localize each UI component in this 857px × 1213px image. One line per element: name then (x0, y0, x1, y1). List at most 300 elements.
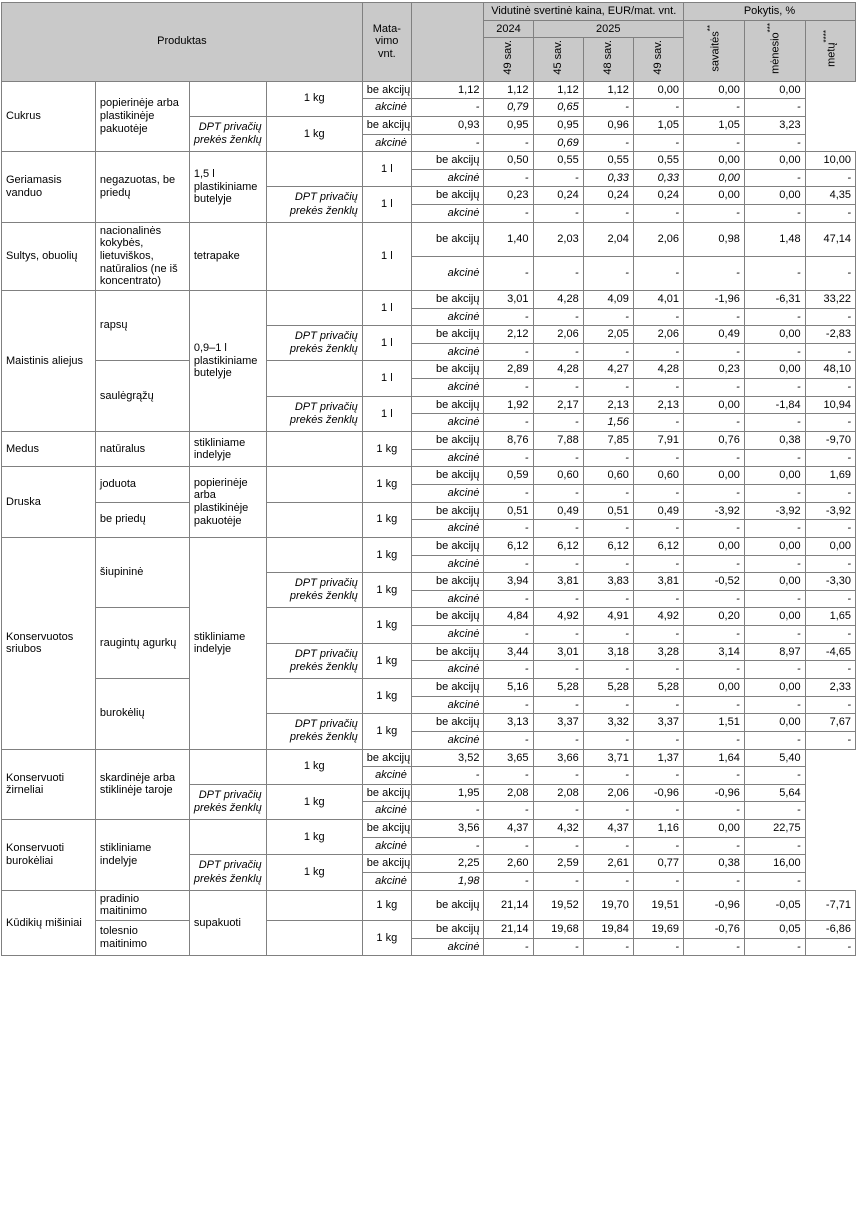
price-value: - (484, 256, 533, 290)
price-type-sale: akcinė (362, 802, 411, 820)
price-type-regular: be akcijų (362, 81, 411, 99)
price-type-sale: akcinė (411, 379, 484, 397)
change-value: - (633, 134, 683, 152)
price-value: 3,81 (633, 573, 683, 591)
dpt-line1: DPT privačių (198, 120, 262, 133)
brand-cell (266, 920, 362, 955)
price-type-sale: akcinė (411, 520, 484, 538)
price-value: 6,12 (533, 537, 583, 555)
price-value: 4,91 (583, 608, 633, 626)
change-value: 1,51 (684, 714, 745, 732)
price-value: 1,12 (533, 81, 583, 99)
header-unit (362, 3, 411, 82)
price-value: 4,01 (633, 290, 683, 308)
price-value: 0,55 (533, 152, 583, 170)
price-value: - (484, 449, 533, 467)
change-value: - (684, 626, 745, 644)
price-type-sale: akcinė (411, 590, 484, 608)
change-value: -3,92 (805, 502, 855, 520)
price-value: 1,56 (583, 414, 633, 432)
dpt-line2: prekės ženklų (289, 660, 358, 673)
price-value: - (411, 99, 484, 117)
price-type-sale: akcinė (411, 449, 484, 467)
change-value: -0,96 (684, 784, 745, 802)
change-value: 0,00 (684, 396, 745, 414)
price-value: - (583, 520, 633, 538)
price-type-sale: akcinė (411, 938, 484, 956)
change-value: - (744, 169, 805, 187)
price-value: - (484, 873, 533, 891)
price-value: 4,92 (633, 608, 683, 626)
change-value: -3,92 (684, 502, 745, 520)
price-value: - (533, 169, 583, 187)
change-value: 0,23 (684, 361, 745, 379)
price-value: 4,92 (533, 608, 583, 626)
price-value: - (633, 308, 683, 326)
price-value: - (533, 555, 583, 573)
price-value: - (583, 938, 633, 956)
price-type-sale: akcinė (362, 873, 411, 891)
change-value: - (805, 696, 855, 714)
price-value: - (533, 379, 583, 397)
price-type-regular: be akcijų (362, 784, 411, 802)
change-value: 0,00 (684, 187, 745, 205)
price-value: 0,65 (533, 99, 583, 117)
dpt-line2: prekės ženklų (289, 204, 358, 217)
change-value: - (633, 802, 683, 820)
unit-cell: 1 kg (266, 116, 362, 151)
change-value: 7,67 (805, 714, 855, 732)
change-value: - (684, 205, 745, 223)
price-value: 2,61 (583, 855, 633, 873)
price-value: 3,71 (583, 749, 633, 767)
price-type-regular: be akcijų (411, 502, 484, 520)
price-value: - (583, 449, 633, 467)
header-avg-price: Vidutinė svertinė kaina, EUR/mat. vnt. (484, 3, 684, 21)
change-value: 10,00 (805, 152, 855, 170)
price-value: - (533, 205, 583, 223)
change-value: 0,76 (684, 432, 745, 450)
price-type-regular: be akcijų (411, 643, 484, 661)
change-value: 0,38 (684, 855, 745, 873)
price-value: - (583, 873, 633, 891)
unit-cell: 1 l (362, 187, 411, 222)
product-desc-cell: natūralus (95, 432, 189, 467)
price-value: - (633, 938, 683, 956)
product-desc-cell: popierinėje arba plastikinėje pakuotėje (95, 81, 189, 152)
change-value: - (684, 99, 745, 117)
price-value: - (583, 590, 633, 608)
change-value: - (805, 414, 855, 432)
product-name-cell: Geriamasis vanduo (2, 152, 96, 223)
price-value: 3,81 (533, 573, 583, 591)
price-value: 19,84 (583, 920, 633, 938)
price-value: 3,18 (583, 643, 633, 661)
price-value: 1,12 (484, 81, 533, 99)
change-value: - (805, 169, 855, 187)
price-value: 0,55 (633, 152, 683, 170)
dpt-line2: prekės ženklų (193, 801, 262, 814)
product-name-cell: Cukrus (2, 81, 96, 152)
brand-cell (189, 784, 266, 819)
change-value: 0,00 (744, 152, 805, 170)
price-value: - (633, 343, 683, 361)
change-value: - (684, 731, 745, 749)
price-value: 5,28 (533, 679, 583, 697)
product-name-cell: Konservuotos sriubos (2, 537, 96, 749)
change-value: 0,00 (744, 326, 805, 344)
change-value: -0,96 (684, 890, 745, 920)
change-value: - (744, 484, 805, 502)
product-name-cell: Medus (2, 432, 96, 467)
unit-cell: 1 kg (362, 432, 411, 467)
price-value: 19,68 (533, 920, 583, 938)
change-value: 0,00 (684, 169, 745, 187)
header-change-month-label: mėnesio (770, 32, 783, 75)
change-value: -0,05 (744, 890, 805, 920)
price-type-regular: be akcijų (411, 714, 484, 732)
change-value: 3,14 (684, 643, 745, 661)
price-type-sale: akcinė (411, 484, 484, 502)
header-row-1 (2, 3, 856, 21)
change-value: 0,00 (633, 81, 683, 99)
unit-cell: 1 kg (362, 714, 411, 749)
change-value: - (805, 343, 855, 361)
dpt-line1: DPT privačių (294, 330, 358, 343)
change-value: - (684, 256, 745, 290)
price-value: 6,12 (484, 537, 533, 555)
change-value: 1,65 (805, 608, 855, 626)
price-value: - (484, 308, 533, 326)
price-value: 21,14 (484, 920, 533, 938)
product-desc-cell: be priedų (95, 502, 189, 537)
price-type-sale: akcinė (411, 414, 484, 432)
brand-cell (266, 467, 362, 502)
price-value: - (583, 696, 633, 714)
price-value: 19,51 (633, 890, 683, 920)
table-body (2, 81, 856, 956)
change-value: - (805, 379, 855, 397)
change-value: 1,64 (684, 749, 745, 767)
price-value: - (484, 802, 533, 820)
change-value: - (684, 590, 745, 608)
price-type-regular: be akcijų (411, 152, 484, 170)
product-name-cell: Sultys, obuolių (2, 222, 96, 290)
header-change-week-label: savaitės (709, 31, 722, 73)
price-value: 3,44 (484, 643, 533, 661)
price-value: 3,65 (484, 749, 533, 767)
change-value: 0,00 (744, 608, 805, 626)
price-type-sale: akcinė (411, 731, 484, 749)
price-value: - (633, 731, 683, 749)
price-value: - (484, 169, 533, 187)
price-value: - (533, 938, 583, 956)
price-type-regular: be akcijų (411, 187, 484, 205)
change-value: 0,49 (684, 326, 745, 344)
change-value: - (744, 449, 805, 467)
header-week-0 (484, 38, 533, 81)
change-value: 5,40 (744, 749, 805, 767)
price-value: 2,03 (533, 222, 583, 256)
change-value: 0,00 (744, 573, 805, 591)
product-name-cell: Maistinis aliejus (2, 290, 96, 431)
price-value: - (633, 661, 683, 679)
price-type-sale: akcinė (362, 134, 411, 152)
change-value: 0,00 (684, 467, 745, 485)
header-week-1 (533, 38, 583, 81)
change-value: - (744, 555, 805, 573)
change-value: - (744, 873, 805, 891)
brand-cell (266, 679, 362, 714)
price-value: - (533, 343, 583, 361)
change-value: 48,10 (805, 361, 855, 379)
price-value: 3,28 (633, 643, 683, 661)
price-value: 6,12 (633, 537, 683, 555)
change-value: - (684, 134, 745, 152)
price-value: - (533, 590, 583, 608)
change-value: - (744, 308, 805, 326)
price-value: 4,84 (484, 608, 533, 626)
table-row (2, 222, 856, 256)
price-value: - (533, 731, 583, 749)
change-value: - (744, 414, 805, 432)
price-value: 0,24 (633, 187, 683, 205)
price-value: - (484, 731, 533, 749)
product-desc-cell: saulėgrąžų (95, 361, 189, 432)
price-value: 0,50 (484, 152, 533, 170)
change-value: - (805, 308, 855, 326)
price-value: 0,49 (633, 502, 683, 520)
change-value: - (805, 731, 855, 749)
brand-cell (189, 81, 266, 116)
price-value: 19,52 (533, 890, 583, 920)
dpt-line2: prekės ženklų (193, 872, 262, 885)
price-value: - (533, 837, 583, 855)
price-type-sale: akcinė (362, 99, 411, 117)
brand-cell (266, 396, 362, 431)
price-table (1, 2, 856, 956)
brand-cell (266, 222, 362, 290)
price-value: 0,93 (411, 116, 484, 134)
product-name-cell: Druska (2, 467, 96, 538)
price-type-regular: be akcijų (411, 920, 484, 938)
price-value: 3,01 (484, 290, 533, 308)
change-value: - (684, 873, 745, 891)
change-value: - (684, 661, 745, 679)
product-desc-cell: šiupininė (95, 537, 189, 608)
price-value: 4,37 (484, 820, 533, 838)
unit-cell: 1 kg (362, 920, 411, 955)
change-value: - (633, 873, 683, 891)
price-value: - (583, 205, 633, 223)
price-value: - (484, 661, 533, 679)
header-unit-line1: Mata- (372, 22, 401, 35)
price-type-regular: be akcijų (362, 749, 411, 767)
price-type-sale: akcinė (362, 837, 411, 855)
change-value: -6,86 (805, 920, 855, 938)
dpt-line2: prekės ženklų (289, 590, 358, 603)
price-value: - (583, 343, 633, 361)
product-desc-cell: tolesnio maitinimo (95, 920, 189, 955)
change-value: -3,30 (805, 573, 855, 591)
price-type-sale: akcinė (411, 696, 484, 714)
header-week-3-label: 49 sav. (651, 40, 664, 75)
dpt-line2: prekės ženklų (289, 343, 358, 356)
unit-cell: 1 kg (362, 573, 411, 608)
change-value: - (684, 343, 745, 361)
change-value: 0,00 (805, 537, 855, 555)
dpt-line1: DPT privačių (294, 577, 358, 590)
price-value: 0,69 (533, 134, 583, 152)
change-value: - (744, 99, 805, 117)
price-type-regular: be akcijų (362, 116, 411, 134)
price-value: - (411, 767, 484, 785)
table-row (2, 820, 856, 838)
change-value: -2,83 (805, 326, 855, 344)
price-type-regular: be akcijų (411, 361, 484, 379)
change-value: - (684, 802, 745, 820)
change-value: 4,35 (805, 187, 855, 205)
change-value: 0,20 (684, 608, 745, 626)
product-desc-cell: stikliniame indelyje (95, 820, 189, 891)
price-value: 0,60 (533, 467, 583, 485)
price-value: 0,33 (583, 169, 633, 187)
price-value: - (533, 449, 583, 467)
table-row (2, 290, 856, 308)
change-value: - (805, 484, 855, 502)
price-value: - (583, 661, 633, 679)
unit-cell: 1 kg (266, 820, 362, 855)
price-value: 2,05 (583, 326, 633, 344)
price-value: - (583, 99, 633, 117)
price-value: - (484, 343, 533, 361)
brand-cell (266, 187, 362, 222)
price-value: - (484, 205, 533, 223)
change-value: - (684, 484, 745, 502)
product-packaging-cell: 0,9–1 l plastikiniame butelyje (189, 290, 266, 431)
product-packaging-cell: stikliniame indelyje (189, 537, 266, 749)
table-row (2, 152, 856, 170)
price-value: - (484, 938, 533, 956)
product-name-cell: Konservuoti burokėliai (2, 820, 96, 891)
change-value: - (684, 767, 745, 785)
change-value: - (805, 205, 855, 223)
product-packaging-cell: 1,5 l plastikiniame butelyje (189, 152, 266, 223)
price-value: 0,60 (633, 467, 683, 485)
price-value: - (484, 555, 533, 573)
price-value: 0,49 (533, 502, 583, 520)
change-value: - (744, 837, 805, 855)
price-value: 0,24 (583, 187, 633, 205)
price-value: 2,06 (633, 222, 683, 256)
dpt-line2: prekės ženklų (193, 134, 262, 146)
price-value: 2,06 (633, 326, 683, 344)
change-value: -7,71 (805, 890, 855, 920)
price-value: 1,40 (484, 222, 533, 256)
change-value: - (684, 938, 745, 956)
change-value: - (744, 938, 805, 956)
table-row (2, 537, 856, 555)
price-value: 2,25 (411, 855, 484, 873)
price-value: - (583, 555, 633, 573)
price-type-regular: be akcijų (411, 396, 484, 414)
change-value: 16,00 (744, 855, 805, 873)
unit-cell: 1 kg (362, 608, 411, 643)
price-value: 4,28 (533, 361, 583, 379)
price-value: 0,95 (484, 116, 533, 134)
price-value: - (484, 696, 533, 714)
header-change-week (684, 20, 745, 81)
dpt-line1: DPT privačių (294, 400, 358, 413)
change-value: 0,00 (684, 679, 745, 697)
product-desc-cell: burokėlių (95, 679, 189, 750)
dpt-line1: DPT privačių (294, 191, 358, 204)
dpt-line2: prekės ženklų (289, 731, 358, 744)
change-value: 0,38 (744, 432, 805, 450)
price-type-regular: be akcijų (411, 432, 484, 450)
price-type-sale: akcinė (411, 661, 484, 679)
change-value: - (744, 205, 805, 223)
brand-cell (266, 714, 362, 749)
change-value: - (805, 938, 855, 956)
change-value: - (805, 555, 855, 573)
unit-cell: 1 l (362, 152, 411, 187)
change-value: - (684, 379, 745, 397)
header-change: Pokytis, % (684, 3, 856, 21)
price-value: 5,28 (633, 679, 683, 697)
price-value: 0,51 (583, 502, 633, 520)
table-row (2, 361, 856, 379)
price-value: - (411, 837, 484, 855)
change-value: - (684, 414, 745, 432)
price-value: 1,98 (411, 873, 484, 891)
product-desc-cell: rapsų (95, 290, 189, 361)
change-value: - (744, 767, 805, 785)
product-desc-cell: nacionalinės kokybės, lietuviškos, natūralios (ne iš koncentrato) (95, 222, 189, 290)
price-type-sale: akcinė (411, 169, 484, 187)
dpt-line1: DPT privačių (294, 647, 358, 660)
price-value: 3,37 (533, 714, 583, 732)
unit-cell: 1 l (362, 361, 411, 396)
change-value: 3,23 (744, 116, 805, 134)
price-value: - (633, 484, 683, 502)
change-value: - (805, 661, 855, 679)
table-row (2, 608, 856, 626)
price-value: - (533, 484, 583, 502)
change-value: -0,52 (684, 573, 745, 591)
price-value: - (484, 590, 533, 608)
brand-cell (266, 890, 362, 920)
price-value: - (533, 767, 583, 785)
header-year-2024: 2024 (484, 20, 533, 38)
price-value: 6,12 (583, 537, 633, 555)
price-value: 0,33 (633, 169, 683, 187)
price-value: 4,32 (533, 820, 583, 838)
price-value: 2,08 (533, 784, 583, 802)
change-value: - (684, 696, 745, 714)
price-value: - (633, 379, 683, 397)
change-value: - (805, 590, 855, 608)
table-row (2, 920, 856, 938)
unit-cell: 1 kg (362, 537, 411, 572)
brand-cell (189, 749, 266, 784)
change-value: -6,31 (744, 290, 805, 308)
dpt-line2: prekės ženklų (289, 413, 358, 426)
change-value: -1,84 (744, 396, 805, 414)
change-value: 0,98 (684, 222, 745, 256)
table-row (2, 432, 856, 450)
unit-cell: 1 l (362, 326, 411, 361)
